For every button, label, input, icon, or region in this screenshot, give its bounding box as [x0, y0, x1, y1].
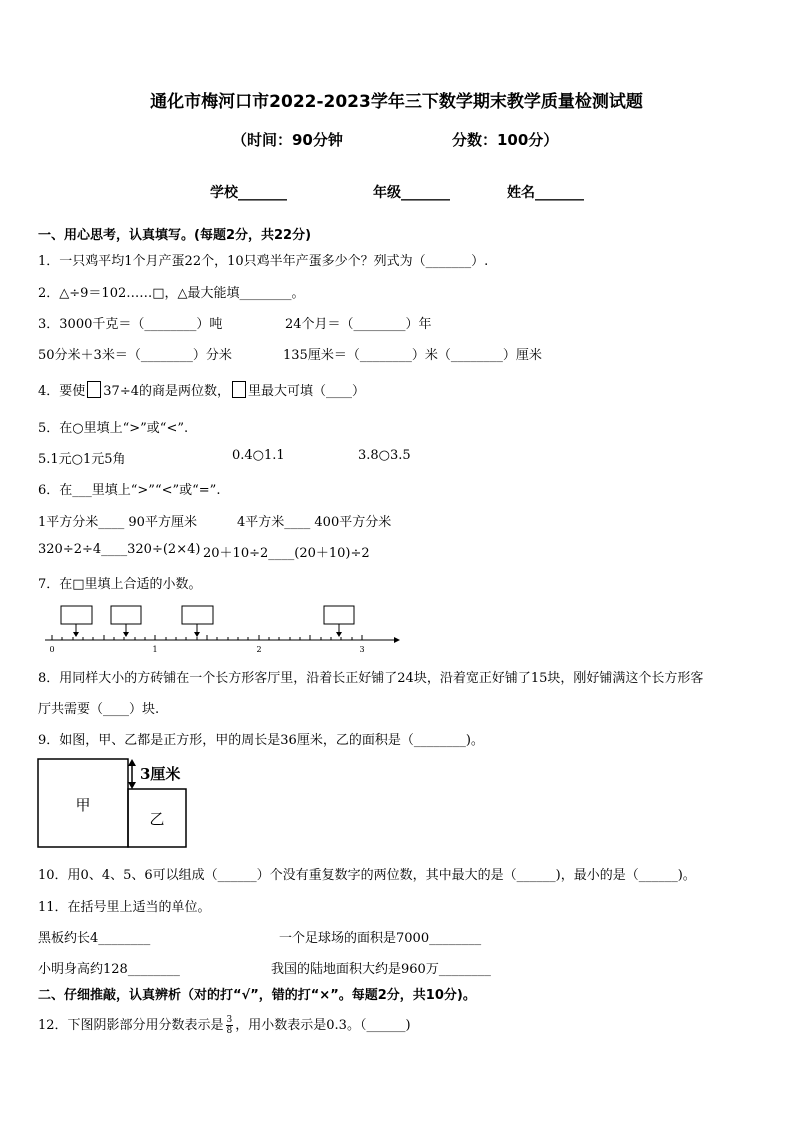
blank-box	[87, 381, 101, 398]
tick-label-2: 2	[256, 645, 262, 654]
tick-label-3: 3	[359, 645, 365, 654]
tick-label-1: 1	[152, 645, 158, 654]
blank-box	[232, 381, 246, 398]
exam-time: （时间：90分钟	[232, 131, 343, 149]
question-11c: 小明身高约128________	[38, 962, 180, 977]
square-figure	[37, 756, 197, 850]
fraction	[226, 1015, 234, 1036]
question-12-part-a: 12．下图阴影部分用分数表示是	[38, 1018, 224, 1033]
question-6c: 320÷2÷4____320÷(2×4)	[38, 542, 201, 557]
tick-label-0: 0	[49, 645, 55, 654]
question-4-part-c: 里最大可填（____）	[248, 384, 366, 399]
label-jia: 甲	[75, 796, 91, 814]
fraction-numerator: 3	[226, 1015, 233, 1025]
answer-box-1	[61, 606, 92, 624]
grade-field: 年级_______	[373, 185, 450, 201]
question-7: 7．在□里填上合适的小数。	[38, 577, 202, 592]
dimension-label: 3厘米	[140, 765, 181, 783]
question-9: 9．如图，甲、乙都是正方形，甲的周长是36厘米，乙的面积是（________)。	[38, 733, 484, 748]
question-4	[38, 380, 365, 399]
question-5: 5．在○里填上“>”或“<”.	[38, 421, 189, 436]
answer-box-2	[111, 606, 141, 624]
section-1-heading: 一、用心思考，认真填写。(每题2分，共22分)	[38, 228, 312, 243]
page-title: 通化市梅河口市2022-2023学年三下数学期末教学质量检测试题	[150, 92, 643, 112]
question-5b: 0.4○1.1	[232, 448, 285, 463]
section-2-heading: 二、仔细推敲，认真辨析（对的打“√”，错的打“×”。每题2分，共10分)。	[38, 988, 476, 1003]
question-12	[38, 1014, 411, 1036]
question-4-part-a: 4．要使	[38, 384, 86, 399]
question-3d: 135厘米＝（________）米（________）厘米	[283, 348, 542, 363]
question-8-line-2: 厅共需要（____）块.	[38, 702, 160, 717]
question-8-line-1: 8．用同样大小的方砖铺在一个长方形客厅里，沿着长正好铺了24块，沿着宽正好铺了15块，刚好铺满这个长方形客	[38, 671, 704, 686]
question-12-part-b: ，用小数表示是0.3。（______)	[235, 1018, 411, 1033]
question-3a: 3．3000千克＝（________）吨	[38, 317, 223, 332]
question-2: 2．△÷9＝102……□，△最大能填________。	[38, 286, 305, 301]
fraction-denominator: 8	[226, 1026, 233, 1036]
answer-box-4	[324, 606, 354, 624]
question-1: 1．一只鸡平均1个月产蛋22个，10只鸡半年产蛋多少个？列式为（_______）.	[38, 254, 489, 269]
label-yi: 乙	[149, 810, 165, 828]
name-field: 姓名_______	[507, 185, 584, 201]
number-line-figure	[40, 600, 410, 658]
question-6d: 20＋10÷2____(20＋10)÷2	[203, 546, 370, 561]
question-6b: 4平方米____ 400平方分米	[237, 515, 392, 530]
school-field: 学校_______	[210, 185, 287, 201]
question-6: 6．在___里填上“>”“<”或“=”.	[38, 483, 221, 498]
question-3c: 50分米＋3米＝（________）分米	[38, 348, 232, 363]
answer-box-3	[182, 606, 213, 624]
question-3b: 24个月＝（________）年	[285, 317, 432, 332]
question-5a: 5.1元○1元5角	[38, 452, 126, 467]
question-11: 11．在括号里上适当的单位。	[38, 900, 211, 915]
question-11b: 一个足球场的面积是7000________	[279, 931, 482, 946]
question-6a: 1平方分米____ 90平方厘米	[38, 515, 197, 530]
question-11d: 我国的陆地面积大约是960万________	[271, 962, 491, 977]
question-4-part-b: 37÷4的商是两位数，	[103, 384, 230, 399]
question-10: 10．用0、4、5、6可以组成（______）个没有重复数字的两位数，其中最大的是（______)，最小的是（______)。	[38, 868, 696, 883]
question-11a: 黑板约长4________	[38, 931, 151, 946]
question-5c: 3.8○3.5	[358, 448, 411, 463]
number-line-ticks	[52, 635, 362, 640]
exam-score: 分数：100分）	[452, 131, 559, 149]
